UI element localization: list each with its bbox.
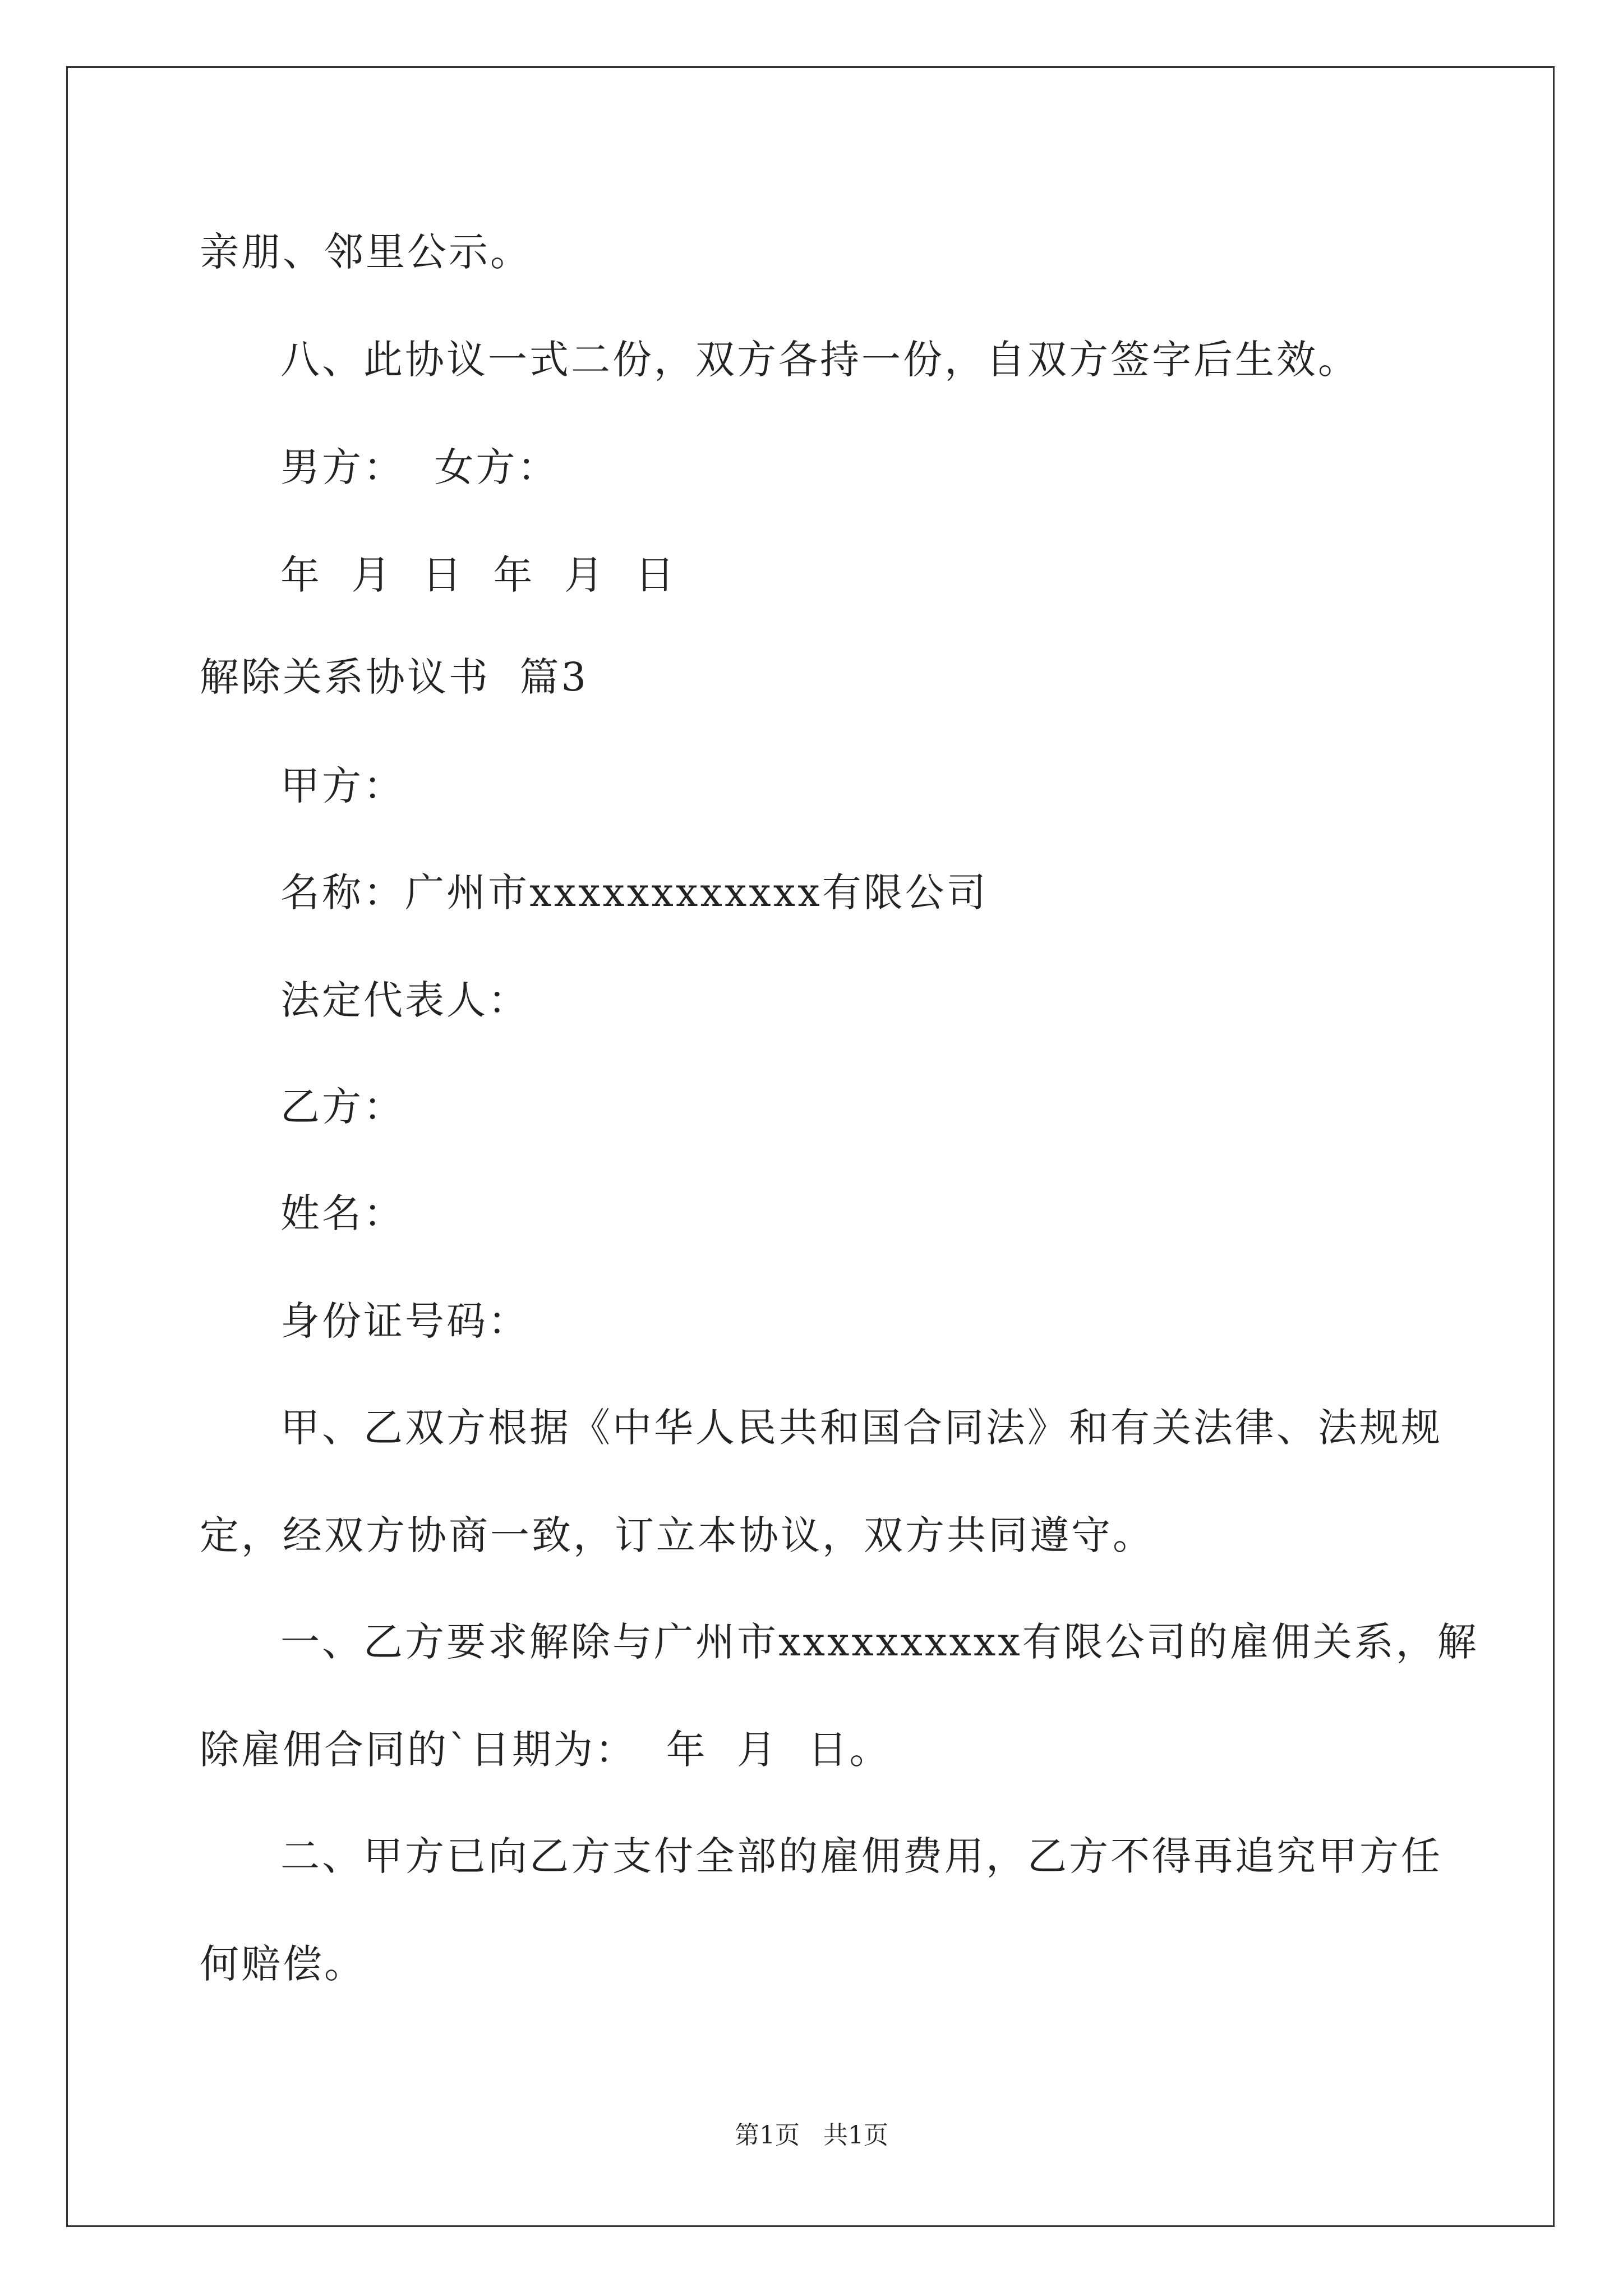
party-b-label: 乙方： [280,1084,405,1130]
legal-representative: 法定代表人： [280,977,529,1023]
company-name: 名称：广州市xxxxxxxxxxxx有限公司 [280,869,988,915]
preamble-line-1: 甲、乙双方根据《中华人民共和国合同法》和有关法律、法规规 [280,1405,1442,1451]
name-field: 姓名： [280,1190,405,1236]
section-title: 解除关系协议书 篇3 [200,654,589,700]
id-number-field: 身份证号码： [280,1298,529,1344]
page-number: 第1页 共1页 [735,2121,888,2150]
party-a-label: 甲方： [280,763,405,809]
clause-one-line-1: 一、乙方要求解除与广州市xxxxxxxxxx有限公司的雇佣关系，解 [280,1619,1479,1665]
paragraph-line: 亲朋、邻里公示。 [200,229,532,275]
clause-one-line-2: 除雇佣合同的`日期为： 年 月 日。 [200,1727,891,1773]
clause-two-line-1: 二、甲方已向乙方支付全部的雇佣费用，乙方不得再追究甲方任 [280,1833,1442,1879]
clause-eight: 八、此协议一式二份，双方各持一份，自双方签字后生效。 [280,337,1359,383]
signature-line: 男方： 女方： [280,444,559,490]
page-border [66,66,1555,2227]
clause-two-line-2: 何赔偿。 [200,1941,366,1987]
date-line: 年 月 日 年 月 日 [280,552,677,598]
preamble-line-2: 定，经双方协商一致，订立本协议，双方共同遵守。 [200,1512,1154,1558]
